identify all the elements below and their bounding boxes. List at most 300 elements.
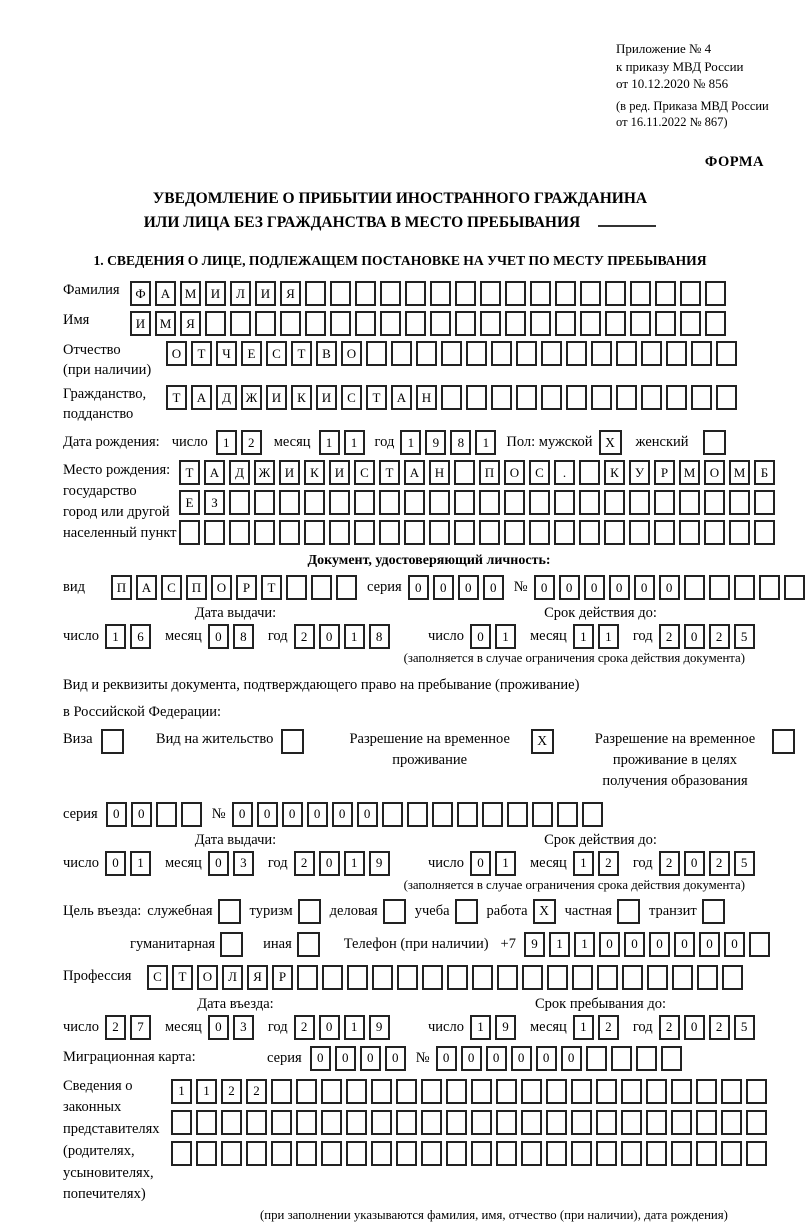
blank-underline <box>598 211 656 227</box>
char-cell <box>297 965 318 990</box>
char-cell <box>521 1079 542 1104</box>
char-cell <box>471 1141 492 1166</box>
char-cell <box>405 311 426 336</box>
purpose-label: иная <box>263 935 292 952</box>
char-cell <box>754 520 775 545</box>
char-cell <box>396 1079 417 1104</box>
char-cell <box>691 341 712 366</box>
char-cell <box>491 385 512 410</box>
char-cell: 0 <box>335 1046 356 1071</box>
char-cell: 6 <box>130 624 151 649</box>
char-cell: 9 <box>524 932 545 957</box>
char-cell: 0 <box>208 851 229 876</box>
char-cell: 0 <box>534 575 555 600</box>
char-cell: 0 <box>624 932 645 957</box>
birth-place-block <box>63 460 795 550</box>
stay-doc-date-labels <box>63 832 795 849</box>
char-cell <box>546 1110 567 1135</box>
birth-day-boxes <box>216 430 266 455</box>
char-cell <box>204 520 225 545</box>
char-cell: С <box>147 965 168 990</box>
char-cell: С <box>341 385 362 410</box>
identity-doc-kind-label: вид <box>63 579 85 596</box>
char-cell <box>555 281 576 306</box>
birth-place-sublabel: город или другой <box>63 504 170 521</box>
char-cell: 2 <box>294 1015 315 1040</box>
char-cell <box>472 965 493 990</box>
char-cell <box>784 575 805 600</box>
char-cell <box>696 1110 717 1135</box>
char-cell: 0 <box>385 1046 406 1071</box>
char-cell: 2 <box>709 851 730 876</box>
char-cell <box>179 520 200 545</box>
month-label: месяц <box>164 628 202 645</box>
char-cell <box>529 490 550 515</box>
char-cell: 3 <box>233 851 254 876</box>
char-cell <box>572 965 593 990</box>
issue-month-boxes <box>208 624 258 649</box>
char-cell: И <box>205 281 226 306</box>
year-label: год <box>632 628 653 645</box>
char-cell <box>579 460 600 485</box>
char-cell: Т <box>379 460 400 485</box>
form-title-line2: ИЛИ ЛИЦА БЕЗ ГРАЖДАНСТВА В МЕСТО ПРЕБЫВАНИЯ <box>143 214 581 232</box>
char-cell <box>441 341 462 366</box>
char-cell <box>579 520 600 545</box>
stay-doc-option-temp-residence-education <box>586 729 795 792</box>
char-cell <box>604 520 625 545</box>
purpose-label: гуманитарная <box>130 935 216 952</box>
char-cell <box>354 520 375 545</box>
char-cell: 0 <box>699 932 720 957</box>
char-cell <box>496 1079 517 1104</box>
char-cell: Т <box>166 385 187 410</box>
char-cell <box>705 311 726 336</box>
profession-row <box>63 965 795 990</box>
char-cell: 0 <box>232 802 253 827</box>
char-cell <box>304 520 325 545</box>
char-cell <box>196 1141 217 1166</box>
char-cell <box>580 311 601 336</box>
char-cell <box>666 385 687 410</box>
char-cell <box>371 1141 392 1166</box>
char-cell: 0 <box>319 1015 340 1040</box>
char-cell: 0 <box>282 802 303 827</box>
char-cell <box>516 341 537 366</box>
char-cell <box>455 281 476 306</box>
char-cell: 0 <box>684 624 705 649</box>
birth-month-boxes <box>319 430 369 455</box>
entry-dates <box>63 1015 795 1040</box>
char-cell <box>496 1141 517 1166</box>
char-cell <box>582 802 603 827</box>
char-cell <box>255 311 276 336</box>
char-cell: 1 <box>574 932 595 957</box>
char-cell: 1 <box>495 851 516 876</box>
surname-boxes <box>130 281 730 306</box>
char-cell <box>479 490 500 515</box>
representatives-label-line: попечителях) <box>63 1186 146 1203</box>
visit-purpose-row2 <box>63 932 795 957</box>
char-cell: Ж <box>254 460 275 485</box>
sex-male-label: Пол: мужской <box>506 434 593 451</box>
stay-doc-option-label: Вид на жительство <box>155 730 274 747</box>
purpose-label: учеба <box>414 902 450 919</box>
purpose-work-checkbox: X <box>533 899 556 924</box>
expiry-year-boxes <box>659 851 759 876</box>
char-cell <box>586 1046 607 1071</box>
char-cell <box>671 1079 692 1104</box>
char-cell: 0 <box>360 1046 381 1071</box>
char-cell <box>754 490 775 515</box>
char-cell: 1 <box>573 624 594 649</box>
day-label: число <box>63 854 99 871</box>
patronymic-label-line1: Отчество <box>63 342 121 359</box>
char-cell <box>229 520 250 545</box>
day-label: число <box>428 1018 464 1035</box>
char-cell: 2 <box>598 1015 619 1040</box>
char-cell <box>454 460 475 485</box>
month-label: месяц <box>273 434 311 451</box>
char-cell <box>480 281 501 306</box>
purpose-study-checkbox <box>455 899 478 924</box>
char-cell: Е <box>179 490 200 515</box>
char-cell: Т <box>191 341 212 366</box>
purpose-tourism <box>250 899 321 924</box>
purpose-tourism-checkbox <box>298 899 321 924</box>
char-cell: К <box>604 460 625 485</box>
purpose-label: туризм <box>249 902 293 919</box>
char-cell: 8 <box>450 430 471 455</box>
char-cell <box>254 490 275 515</box>
char-cell: 0 <box>561 1046 582 1071</box>
purpose-official <box>147 899 240 924</box>
char-cell <box>454 490 475 515</box>
appendix-header <box>616 40 800 93</box>
char-cell <box>446 1110 467 1135</box>
stay-doc-option-visa <box>63 729 124 754</box>
char-cell <box>229 490 250 515</box>
char-cell: 1 <box>573 851 594 876</box>
char-cell <box>432 802 453 827</box>
day-label: число <box>171 434 208 451</box>
char-cell <box>722 965 743 990</box>
char-cell <box>396 1141 417 1166</box>
char-cell: 0 <box>483 575 504 600</box>
char-cell <box>571 1110 592 1135</box>
issue-year-boxes <box>294 624 394 649</box>
char-cell: У <box>629 460 650 485</box>
char-cell <box>566 341 587 366</box>
char-cell: 0 <box>436 1046 457 1071</box>
char-cell: П <box>111 575 132 600</box>
char-cell: М <box>155 311 176 336</box>
char-cell: Т <box>366 385 387 410</box>
char-cell: 1 <box>344 1015 365 1040</box>
expiry-month-boxes <box>573 624 623 649</box>
migration-card-label: Миграционная карта: <box>63 1049 196 1066</box>
representatives-block <box>63 1076 795 1207</box>
char-cell <box>646 1079 667 1104</box>
stay-doc-option-label: Разрешение на временное проживание <box>349 730 510 768</box>
identity-doc-number-boxes <box>534 575 809 600</box>
char-cell <box>321 1079 342 1104</box>
char-cell <box>749 932 770 957</box>
representatives-label-line: законных <box>63 1099 122 1116</box>
char-cell: 8 <box>369 624 390 649</box>
char-cell <box>597 965 618 990</box>
char-cell <box>221 1141 242 1166</box>
char-cell: Д <box>229 460 250 485</box>
char-cell: 0 <box>649 932 670 957</box>
purpose-label: служебная <box>147 902 213 919</box>
char-cell <box>654 490 675 515</box>
purpose-label: транзит <box>648 902 697 919</box>
entry-date <box>63 1015 408 1040</box>
surname-row <box>63 281 795 306</box>
representatives-label-line: представителях <box>63 1121 160 1138</box>
char-cell <box>680 311 701 336</box>
char-cell <box>571 1141 592 1166</box>
char-cell <box>521 1110 542 1135</box>
temp-residence-education-checkbox <box>772 729 795 754</box>
char-cell: Р <box>272 965 293 990</box>
char-cell <box>422 965 443 990</box>
citizenship-boxes <box>166 385 741 410</box>
patronymic-boxes <box>166 341 741 366</box>
given-name-row <box>63 311 795 336</box>
sex-male-checkbox: X <box>599 430 622 455</box>
purpose-transit-checkbox <box>702 899 725 924</box>
day-label: число <box>428 628 464 645</box>
char-cell <box>397 965 418 990</box>
entry-month-boxes <box>208 1015 258 1040</box>
char-cell <box>646 1110 667 1135</box>
char-cell: 1 <box>573 1015 594 1040</box>
char-cell <box>596 1110 617 1135</box>
expiry-day-boxes <box>470 851 520 876</box>
char-cell: 2 <box>241 430 262 455</box>
char-cell <box>366 341 387 366</box>
char-cell <box>641 341 662 366</box>
birth-place-sublabel: государство <box>63 483 137 500</box>
char-cell <box>382 802 403 827</box>
char-cell: И <box>279 460 300 485</box>
char-cell: 1 <box>470 1015 491 1040</box>
char-cell <box>522 965 543 990</box>
char-cell: 0 <box>724 932 745 957</box>
char-cell <box>196 1110 217 1135</box>
char-cell <box>557 802 578 827</box>
char-cell: С <box>529 460 550 485</box>
migration-card-row <box>63 1046 795 1071</box>
identity-doc-dates <box>63 624 795 649</box>
stay-doc-series-label: серия <box>63 805 98 822</box>
char-cell <box>379 490 400 515</box>
char-cell: Л <box>230 281 251 306</box>
expiry-day-boxes <box>470 624 520 649</box>
form-word: ФОРМА <box>704 154 764 171</box>
month-label: месяц <box>529 854 567 871</box>
char-cell: Т <box>291 341 312 366</box>
char-cell <box>505 281 526 306</box>
char-cell <box>286 575 307 600</box>
citizenship-label-line1: Гражданство, <box>63 386 147 403</box>
stay-doc-option-label: Виза <box>63 730 93 747</box>
char-cell <box>391 341 412 366</box>
purpose-business-checkbox <box>383 899 406 924</box>
char-cell: 1 <box>344 851 365 876</box>
char-cell <box>604 490 625 515</box>
char-cell <box>447 965 468 990</box>
char-cell: 1 <box>105 624 126 649</box>
birth-place-row1 <box>179 460 779 485</box>
char-cell <box>616 341 637 366</box>
issue-day-boxes <box>105 624 155 649</box>
char-cell: О <box>704 460 725 485</box>
char-cell <box>355 281 376 306</box>
char-cell: 0 <box>511 1046 532 1071</box>
entry-date-label: Дата въезда: <box>197 995 274 1012</box>
stay-year-boxes <box>659 1015 759 1040</box>
char-cell: 0 <box>674 932 695 957</box>
char-cell <box>296 1079 317 1104</box>
day-label: число <box>428 854 464 871</box>
char-cell <box>546 1079 567 1104</box>
char-cell: 1 <box>400 430 421 455</box>
char-cell <box>671 1110 692 1135</box>
char-cell <box>547 965 568 990</box>
char-cell <box>684 575 705 600</box>
char-cell <box>479 520 500 545</box>
char-cell <box>246 1110 267 1135</box>
char-cell <box>330 281 351 306</box>
char-cell: 0 <box>634 575 655 600</box>
char-cell <box>296 1141 317 1166</box>
char-cell <box>380 311 401 336</box>
char-cell: 2 <box>221 1079 242 1104</box>
char-cell: 0 <box>599 932 620 957</box>
char-cell <box>507 802 528 827</box>
char-cell <box>579 490 600 515</box>
char-cell: Р <box>654 460 675 485</box>
purpose-label: частная <box>564 902 612 919</box>
stay-doc-option-label: Разрешение на временное проживание в целях получения образования <box>594 730 756 789</box>
char-cell <box>655 311 676 336</box>
year-label: год <box>267 628 288 645</box>
stay-doc-options-row <box>63 729 795 792</box>
char-cell <box>554 490 575 515</box>
profession-boxes <box>147 965 747 990</box>
char-cell <box>430 281 451 306</box>
migration-card-number-boxes <box>436 1046 686 1071</box>
identity-doc-number-label: № <box>513 579 528 596</box>
char-cell <box>591 385 612 410</box>
char-cell <box>454 520 475 545</box>
char-cell: 2 <box>294 851 315 876</box>
citizenship-label <box>63 385 166 424</box>
birth-place-boxes <box>179 460 779 550</box>
char-cell: О <box>197 965 218 990</box>
stay-doc-issue-date <box>63 851 408 876</box>
profession-label: Профессия <box>63 968 132 985</box>
char-cell: 1 <box>319 430 340 455</box>
char-cell <box>471 1079 492 1104</box>
char-cell <box>566 385 587 410</box>
char-cell <box>416 341 437 366</box>
identity-doc-heading: Документ, удостоверяющий личность: <box>307 553 551 569</box>
char-cell: Е <box>241 341 262 366</box>
stay-doc-number-label: № <box>211 805 226 822</box>
char-cell <box>530 281 551 306</box>
stay-doc-intro-line1: Вид и реквизиты документа, подтверждающего право на пребывание (проживание) <box>63 677 580 694</box>
year-label: год <box>267 854 288 871</box>
stay-doc-intro-line2: в Российской Федерации: <box>63 703 222 720</box>
char-cell: И <box>130 311 151 336</box>
surname-label: Фамилия <box>63 282 120 299</box>
char-cell <box>696 1079 717 1104</box>
form-title-line1: УВЕДОМЛЕНИЕ О ПРИБЫТИИ ИНОСТРАННОГО ГРАЖДАНИНА <box>152 190 648 208</box>
char-cell <box>480 311 501 336</box>
char-cell <box>404 490 425 515</box>
issue-year-boxes <box>294 851 394 876</box>
char-cell: Н <box>429 460 450 485</box>
purpose-work <box>487 899 556 924</box>
char-cell: 1 <box>344 624 365 649</box>
char-cell <box>354 490 375 515</box>
char-cell <box>329 520 350 545</box>
purpose-business <box>330 899 406 924</box>
char-cell <box>230 311 251 336</box>
char-cell <box>530 311 551 336</box>
identity-doc-issue-label: Дата выдачи: <box>194 605 277 622</box>
char-cell: 0 <box>105 851 126 876</box>
char-cell <box>596 1141 617 1166</box>
patronymic-row <box>63 341 795 380</box>
header-note-line: от 16.11.2022 № 867) <box>616 114 728 129</box>
char-cell <box>311 575 332 600</box>
char-cell <box>496 1110 517 1135</box>
char-cell <box>704 520 725 545</box>
char-cell <box>371 1110 392 1135</box>
char-cell <box>246 1141 267 1166</box>
char-cell <box>482 802 503 827</box>
char-cell: 0 <box>609 575 630 600</box>
char-cell <box>621 1110 642 1135</box>
char-cell: 0 <box>470 851 491 876</box>
char-cell <box>404 520 425 545</box>
char-cell <box>697 965 718 990</box>
char-cell <box>679 490 700 515</box>
stay-doc-issue-label: Дата выдачи: <box>194 831 277 848</box>
char-cell: 2 <box>598 851 619 876</box>
char-cell <box>441 385 462 410</box>
char-cell <box>171 1110 192 1135</box>
char-cell <box>181 802 202 827</box>
char-cell <box>346 1110 367 1135</box>
migration-card-series-boxes <box>310 1046 410 1071</box>
char-cell: Л <box>222 965 243 990</box>
char-cell <box>380 281 401 306</box>
char-cell: 2 <box>105 1015 126 1040</box>
char-cell: 9 <box>369 1015 390 1040</box>
char-cell <box>355 311 376 336</box>
representatives-label-line: (родителях, <box>63 1142 135 1159</box>
char-cell <box>505 311 526 336</box>
char-cell: 0 <box>470 624 491 649</box>
visit-purpose-row <box>63 899 795 924</box>
char-cell: О <box>341 341 362 366</box>
